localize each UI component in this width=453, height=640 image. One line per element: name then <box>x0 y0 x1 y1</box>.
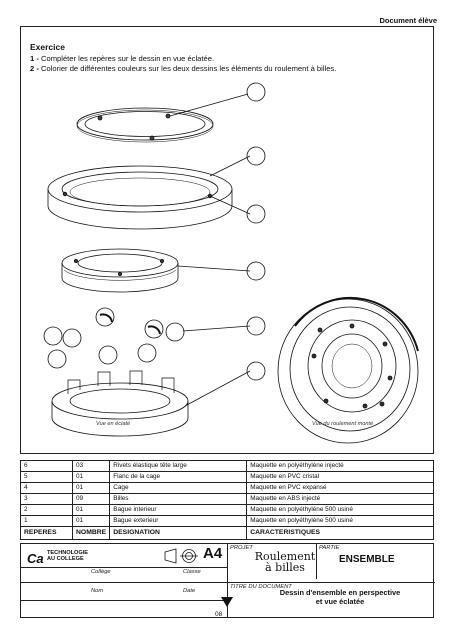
college-logo-text: TECHNOLOGIE AU COLLEGE <box>47 550 89 563</box>
table-row: 1 01 Bague exterieur Maquette en polyéthylène 500 usiné <box>21 516 434 527</box>
project-name: Roulement à billes <box>254 550 316 574</box>
table-row: 2 01 Bague interieur Maquette en polyéthylène 500 usiné <box>21 505 434 516</box>
classe-label: Classe <box>183 569 201 575</box>
date-label: Date <box>183 588 196 594</box>
page-number: 08 <box>215 611 223 618</box>
exercise-question-1: 1 - Compléter les repères sur le dessin en vue éclatée. <box>30 54 215 63</box>
exploded-flange-ring <box>77 108 213 142</box>
exploded-inner-ring <box>62 249 178 292</box>
exercise-question-2: 2 - Colorier de différentes couleurs sur les deux dessins les éléments du roulement à billes. <box>30 64 337 73</box>
document-type-label: Document élève <box>379 16 437 25</box>
table-row: 5 01 Flanc de la cage Maquette en PVC cristal <box>21 472 434 483</box>
table-header-row: REPERES NOMBRE DESIGNATION CARACTERISTIQUES <box>21 527 434 540</box>
partie-label: PARTIE <box>319 545 340 551</box>
document-title: Dessin d'ensemble en perspective et vue éclatée <box>279 588 401 606</box>
partie-value: ENSEMBLE <box>339 554 395 565</box>
college-label: Collège <box>91 569 111 575</box>
projet-label: PROJET <box>230 545 253 551</box>
nom-label: Nom <box>91 588 104 594</box>
parts-list-table <box>20 460 434 540</box>
bearing-drawings <box>20 26 434 454</box>
table-row: 3 09 Billes Maquette en ABS injecté <box>21 494 434 505</box>
exploded-outer-ring <box>48 166 232 229</box>
callout-circles <box>247 83 265 380</box>
callout-leaders <box>170 94 250 406</box>
titre-label: TITRE DU DOCUMENT <box>230 584 292 590</box>
caption-exploded-view: Vue en éclaté <box>96 421 131 427</box>
table-row: 6 03 Rivets élastique tête large Maquette en polyéthylène injecté <box>21 461 434 472</box>
exploded-balls <box>44 308 184 368</box>
table-row: 4 01 Cage Maquette en PVC expansé <box>21 483 434 494</box>
exercise-title: Exercice <box>30 42 65 52</box>
college-logo: Ca <box>27 551 44 566</box>
down-triangle-icon <box>221 597 233 607</box>
projection-symbol-icon <box>164 548 200 564</box>
paper-format: A4 <box>203 545 223 562</box>
caption-assembled-view: Vue du roulement monté <box>312 421 374 427</box>
